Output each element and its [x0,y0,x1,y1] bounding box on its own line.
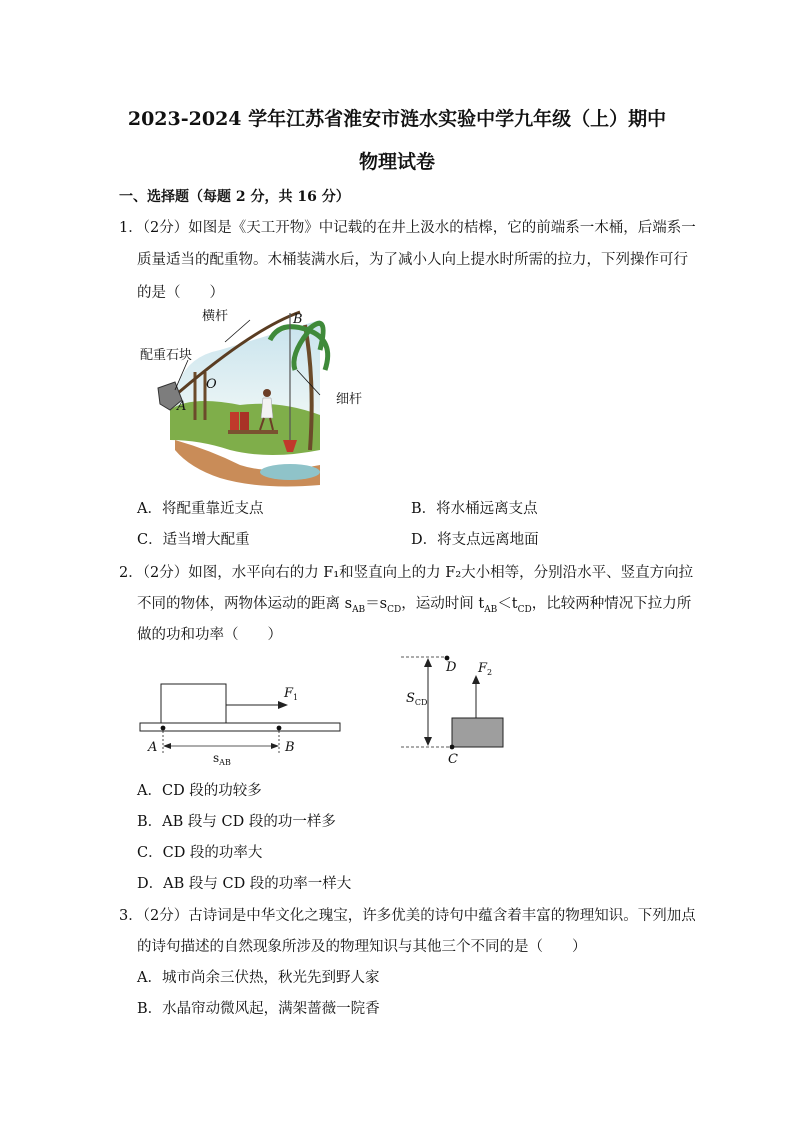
person-body [261,398,273,418]
point-a-dot [161,726,166,731]
label-c: C [448,752,458,767]
q1-well-sweep-illustration [130,300,380,490]
q1-stem-line2: 质量适当的配重物。木桶装满水后，为了减小人向上提水时所需的拉力，下列操作可行 [137,252,688,268]
label-scd: $S_{CD}$ [406,691,428,707]
force-f2-label: $F_2$ [478,661,493,677]
q3-option-b: B．水晶帘动微风起，满架蔷薇一院香 [137,1001,380,1017]
label-counterweight: 配重石块 [140,348,193,363]
q2-option-a: A．CD 段的功较多 [137,783,262,799]
q2-option-c: C．CD 段的功率大 [137,845,263,861]
q3-stem-line2: 的诗句描述的自然现象所涉及的物理知识与其他三个不同的是（ ） [137,939,587,955]
label-a: A [148,740,158,755]
distance-sab-left-arrowhead [163,743,171,749]
force-f1-label: $F_1$ [284,686,299,702]
label-d: D [446,660,457,675]
page-title-line2: 物理试卷 [358,151,435,173]
point-b-dot [277,726,282,731]
q2-stem-line2: 不同的物体，两物体运动的距离 $s_{AB}=s_{CD}$，运动时间 $t_{AB}<t_{CD}$，比较两种情况下拉力所 [137,596,692,615]
block-lifted [452,718,503,747]
block-on-surface [161,684,226,723]
q2-stem-line3: 做的功和功率（ ） [137,627,282,643]
force-f2-arrowhead [472,675,480,684]
point-c-dot [450,745,455,750]
label-pivot-O: O [206,377,217,392]
q2-force-diagram [130,650,520,770]
well-platform [228,430,278,434]
q1-stem-line1: 1．（2分）如图是《天工开物》中记载的在井上汲水的桔槔，它的前端系一木桶，后端系一 [119,220,696,236]
person-head [263,389,271,397]
section-heading: 一、选择题（每题 2 分，共 16 分） [119,189,350,205]
page-title-line1: 2023-2024 学年江苏省淮安市涟水实验中学九年级（上）期中 [127,108,667,130]
q1-option-d: D．将支点远离地面 [411,532,539,548]
q3-stem-line1: 3．（2分）古诗词是中华文化之瑰宝，许多优美的诗句中蕴含着丰富的物理知识。下列加点 [119,908,696,924]
horizontal-surface [140,723,340,731]
q1-option-c: C．适当增大配重 [137,532,250,548]
label-thin-rod: 细杆 [336,392,363,407]
q2-stem-line1: 2．（2分）如图，水平向右的力 F₁和竖直向上的力 F₂大小相等，分别沿水平、竖直方向拉 [119,565,694,581]
distance-scd-top-arrowhead [424,658,432,667]
label-b: B [285,740,295,755]
q3-option-a: A．城市尚余三伏热，秋光先到野人家 [137,970,380,986]
q1-stem-line3: 的是（ ） [137,285,224,301]
label-sab: $s_{AB}$ [213,751,231,767]
label-point-B: B [293,312,303,327]
q2-option-d: D．AB 段与 CD 段的功率一样大 [137,876,352,892]
q1-option-b: B．将水桶远离支点 [411,501,538,517]
force-f1-arrowhead [278,701,288,709]
q1-option-a: A．将配重靠近支点 [137,501,264,517]
distance-scd-bottom-arrowhead [424,737,432,746]
label-point-A: A [177,399,187,414]
distance-sab-right-arrowhead [271,743,279,749]
well-water [260,464,320,480]
label-crossbar: 横杆 [202,309,229,324]
q2-option-b: B．AB 段与 CD 段的功一样多 [137,814,336,830]
